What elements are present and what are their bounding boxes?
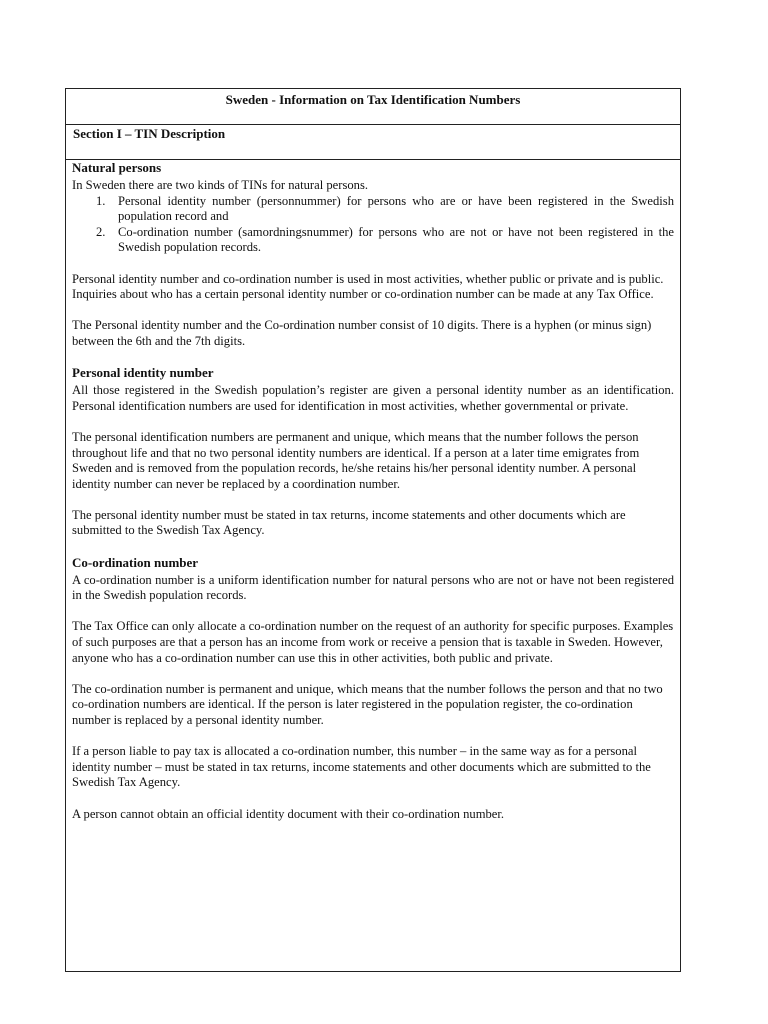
paragraph-con-5: A person cannot obtain an official identity document with their co-ordination number. <box>72 806 505 821</box>
paragraph-con-3: The co-ordination number is permanent and unique, which means that the number follows the person and that no two co-ordination numbers are identical. If the person is later registered in the population register, the co-ordination number is replaced by a personal identity number. <box>72 681 663 727</box>
paragraph-con-1: A co-ordination number is a uniform identification number for natural persons who are not or have not been registered in the Swedish population records. <box>72 572 674 603</box>
paragraph-pin-2: The personal identification numbers are permanent and unique, which means that the number follows the person throughout life and that no two personal identity numbers are identical. If a person at a later time emigrates from Sweden and is removed from the population records, he/she retains his/her personal identity number. A personal identity number can never be replaced by a coordination number. <box>72 429 640 491</box>
paragraph-digits: The Personal identity number and the Co-ordination number consist of 10 digits. There is a hyphen (or minus sign) between the 6th and the 7th digits. <box>72 318 652 348</box>
paragraph-usage: Personal identity number and co-ordination number is used in most activities, whether public or private and is public. Inquiries about who has a certain personal identity number or co-ordination number can be made at any Tax Office. <box>72 271 664 302</box>
section-content <box>66 160 680 822</box>
list-item-number: 1. <box>96 193 106 208</box>
list-item-text: Co-ordination number (samordningsnummer) for persons who are not or have not been registered in the Swedish population records. <box>118 224 674 255</box>
list-item-text: Personal identity number (personnummer) for persons who are or have been registered in the Swedish population record and <box>118 193 674 224</box>
list-item <box>72 194 674 225</box>
paragraph-con-4: If a person liable to pay tax is allocated a co-ordination number, this number – in the same way as for a personal identity number – must be stated in tax returns, income statements and other documents which are submitted to the Swedish Tax Agency. <box>72 744 651 790</box>
heading-natural-persons: Natural persons <box>72 160 162 175</box>
list-item-number: 2. <box>96 224 106 239</box>
paragraph-pin-1: All those registered in the Swedish population’s register are given a personal identity number as an identification. Personal identification numbers are used for identification in most activities, whether governmental or private. <box>72 383 674 413</box>
section-heading: Section I – TIN Description <box>66 125 680 160</box>
list-item <box>72 225 674 256</box>
heading-personal-identity-number: Personal identity number <box>72 365 214 381</box>
heading-coordination-number: Co-ordination number <box>72 554 199 570</box>
tin-kinds-list <box>72 194 674 256</box>
paragraph-pin-3: The personal identity number must be stated in tax returns, income statements and other documents which are submitted to the Swedish Tax Agency. <box>72 507 626 538</box>
paragraph-con-2: The Tax Office can only allocate a co-ordination number on the request of an authority for specific purposes. Examples of such purposes are that a person has an income from work or receive a pension that is taxable in Sweden. However, anyone who has a co-ordination number can use this in other activities, both public and private. <box>72 619 674 665</box>
natural-persons-intro: In Sweden there are two kinds of TINs for natural persons. <box>72 178 368 192</box>
document-title: Sweden - Information on Tax Identification Numbers <box>66 89 680 125</box>
document-table <box>65 88 681 972</box>
